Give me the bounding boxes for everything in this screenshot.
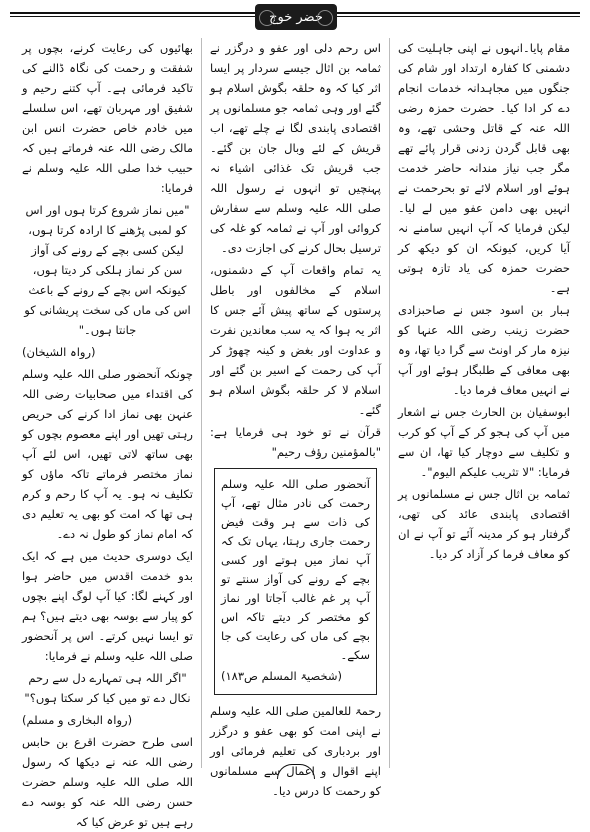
article-columns bbox=[12, 38, 578, 829]
middle-column bbox=[202, 38, 390, 798]
page-number-tab bbox=[277, 764, 315, 779]
quote-text: آنحضور صلی اللہ علیہ وسلم رحمت کی نادر مثال تھے، آپ کی ذات سے ہر وقت فیض رحمت جاری رہتا، یہاں تک کہ آپ نماز میں ہوتے اور کسی بچے کے رونے کی آواز سنتے تو آپ پر غم غالب آجاتا اور نماز کو مختصر کر دیتے تاکہ اس بچے کی ماں کی رعایت کی جا سکے۔ bbox=[221, 477, 370, 662]
paragraph: بھائیوں کی رعایت کرنے، بچوں پر شفقت و رحمت کی نگاہ ڈالنے کی تاکید فرمائی ہے۔ آپ کتنے رحیم و شفیق اور مہربان تھے، اس سلسلے میں خادم خاص حضرت انس ابن مالک رضی اللہ عنہ فرماتے ہیں کہ حبیب خدا صلی اللہ علیہ وسلم نے فرمایا: bbox=[22, 41, 193, 195]
paragraph: یہ تمام واقعات آپ کے دشمنوں، اسلام کے مخالفوں اور باطل پرستوں کے ساتھ پیش آئے جس کا اثر یہ ہوا کہ یہ سب معاندین نفرت و عداوت اور بغض و کینہ چھوڑ کر آپ کی رحمت کے اسیر بن گئے اور اسلام لا کر حلقہ بگوش اسلام ہو گئے۔ bbox=[210, 263, 381, 417]
quote-reference: (شخصیۃ المسلم ص۱۸۳) bbox=[221, 669, 343, 683]
right-column bbox=[390, 38, 578, 768]
paragraph: چونکہ آنحضور صلی اللہ علیہ وسلم کی اقتداء میں صحابیات رضی اللہ عنہن بھی نماز ادا کرنے کی حریص رہتی تھیں اور اپنے معصوم بچوں کو بھی ساتھ لاتی تھیں، اس لئے آپ نماز مختصر فرماتے تاکہ ماؤں کو تکلیف نہ ہو۔ یہ آپ کا رحم و کرم ہی تھا کہ امت کو بھی یہ تعلیم دی کہ امام نماز کو طول نہ دے۔ bbox=[22, 367, 193, 541]
paragraph: مقام پایا۔انہوں نے اپنی جاہلیت کی دشمنی کا کفارہ ارتداد اور شام کی جنگوں میں مجاہدانہ خدمات انجام دے کر ادا کیا۔ حضرت حمزہ رضی اللہ عنہ کے قاتل وحشی تھے، وہ بھی قابل گردن زدنی قرار پائے تھے مگر جب نیاز مندانہ حاضر خدمت ہوئے اور اسلام لائے تو بحرحمت نے انہیں بھی دامن عفو میں لے لیا۔ لیکن فرمایا کہ آپ انہیں سامنے نہ آیا کریں، کیونکہ ان کو دیکھ کر حضرت حمزہ کی یاد تازہ ہوتی ہے۔ bbox=[398, 41, 570, 295]
paragraph: ایک دوسری حدیث میں ہے کہ ایک بدو خدمت اقدس میں حاضر ہوا اور کہنے لگا: کیا آپ لوگ اپنے بچوں کو پیار سے بوسہ بھی دیتے ہیں؟ ہم تو ایسا نہیں کرتے۔ اس پر آنحضور صلی اللہ علیہ وسلم نے فرمایا: bbox=[22, 549, 193, 663]
paragraph: قرآن نے تو خود ہی فرمایا ہے: "بالمؤمنین رؤف رحیم" bbox=[210, 425, 381, 459]
section-title-badge bbox=[255, 4, 337, 30]
hadith-reference: (رواہ البخاری و مسلم) bbox=[22, 713, 133, 727]
hadith-reference: (رواہ الشیخان) bbox=[22, 345, 96, 359]
paragraph: ثمامہ بن اثال جس نے مسلمانوں پر اقتصادی پابندی عائد کی تھی، گرفتار ہو کر مدینہ آئے تو آپ نے ان کو معاف فرما کر آزاد کر دیا۔ bbox=[398, 487, 570, 561]
hadith-quote: "میں نماز شروع کرتا ہوں اور اس کو لمبی پڑھنے کا ارادہ کرتا ہوں، لیکن کسی بچے کے رونے کی آواز سن کر نماز ہلکی کر دیتا ہوں، کیونکہ اس بچے کے رونے کے باعث اس کی ماں کی سخت پریشانی کو جانتا ہوں۔" bbox=[24, 203, 191, 337]
left-column bbox=[14, 38, 202, 829]
quote-box bbox=[214, 468, 377, 695]
paragraph: ابوسفیان بن الحارث جس نے اشعار میں آپ کی ہجو کر کے آپ کو کرب و تکلیف سے دوچار کیا تھا، ان سے فرمایا: "لا تثریب علیکم الیوم"۔ bbox=[398, 405, 570, 479]
section-title: خضر خوج bbox=[269, 9, 323, 25]
hadith-quote: "اگر اللہ ہی تمہارے دل سے رحم نکال دے تو میں کیا کر سکتا ہوں؟" bbox=[24, 671, 191, 705]
paragraph: ہبار بن اسود جس نے صاحبزادی حضرت زینب رضی اللہ عنہا کو نیزہ مار کر اونٹ سے گرا دیا تھا، وہ بھی معافی کے طلبگار ہوئے اور آپ نے انہیں معاف فرما دیا۔ bbox=[398, 303, 570, 397]
paragraph: اسی طرح حضرت اقرع بن حابس رضی اللہ عنہ نے دیکھا کہ رسول اللہ صلی اللہ علیہ وسلم حضرت حسن رضی اللہ عنہ کو بوسہ دے رہے ہیں تو عرض کیا کہ bbox=[22, 735, 193, 829]
paragraph: رحمۃ للعالمین صلی اللہ علیہ وسلم نے اپنی امت کو بھی عفو و درگزر اور بردباری کی تعلیم فرمائی اور اپنے اقوال و اعمال سے مسلمانوں کو رحمت کا درس دیا۔ bbox=[210, 704, 381, 798]
paragraph: اس رحم دلی اور عفو و درگزر نے ثمامہ بن اثال جیسے سردار پر ایسا اثر کیا کہ وہ حلقہ بگوش اسلام ہو گئے اور وہی ثمامہ جو مسلمانوں پر اقتصادی پابندی لگا نے چلے تھے، اب قریش کے لئے وبال جان بن گئے۔ جب قریش تک غذائی اشیاء نہ پہنچیں تو انہوں نے رسول اللہ صلی اللہ علیہ وسلم سے سفارش کروائی اور آپ نے ثمامہ کو غلہ کی ترسیل بحال کرنے کی اجازت دی۔ bbox=[210, 41, 381, 255]
